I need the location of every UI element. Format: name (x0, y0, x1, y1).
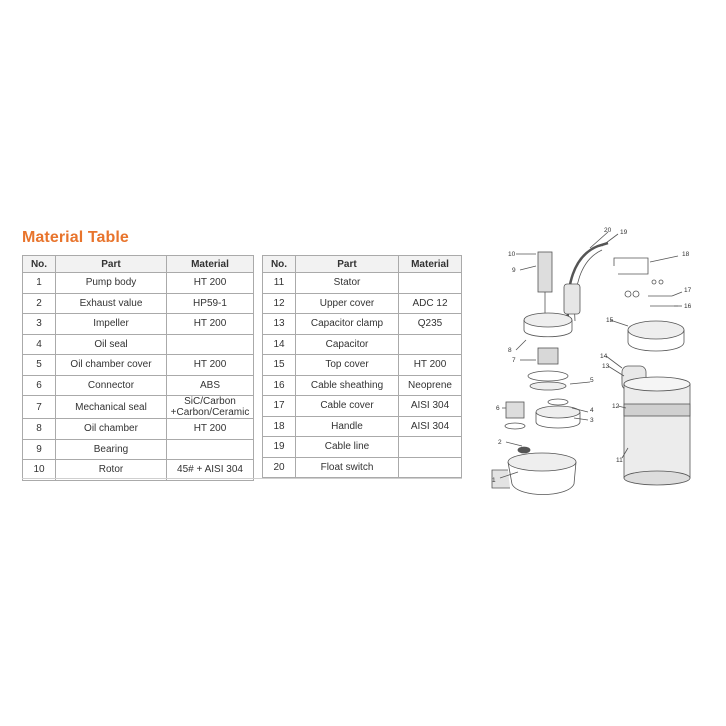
cell-material: HT 200 (167, 314, 254, 335)
page-title: Material Table (22, 229, 129, 246)
cell-no: 9 (23, 439, 56, 460)
cell-no: 10 (23, 460, 56, 481)
table-row (263, 355, 462, 376)
cell-part: Upper cover (296, 293, 399, 314)
cell-material: Neoprene (399, 375, 462, 396)
cell-material (399, 334, 462, 355)
cell-part: Oil chamber (56, 419, 167, 440)
cell-no: 17 (263, 396, 296, 417)
cell-no: 18 (263, 416, 296, 437)
cell-material (399, 457, 462, 478)
cell-no: 1 (23, 273, 56, 294)
header-material: Material (399, 256, 462, 273)
cell-material: HT 200 (167, 273, 254, 294)
callout-label: 13 (602, 363, 610, 370)
cell-part: Oil seal (56, 334, 167, 355)
table-row (23, 355, 254, 376)
cell-part: Connector (56, 375, 167, 396)
header-material: Material (167, 256, 254, 273)
cell-material (167, 439, 254, 460)
header-no: No. (23, 256, 56, 273)
cell-material: 45# + AISI 304 (167, 460, 254, 481)
cell-material: HT 200 (167, 419, 254, 440)
callout-label: 2 (498, 439, 502, 446)
cell-no: 15 (263, 355, 296, 376)
table-row (263, 416, 462, 437)
callout-label: 20 (604, 227, 612, 234)
cell-no: 13 (263, 314, 296, 335)
cell-material: ADC 12 (399, 293, 462, 314)
cell-no: 6 (23, 375, 56, 396)
callout-label: 11 (616, 457, 623, 464)
cell-material: HT 200 (399, 355, 462, 376)
material-table-left (22, 255, 254, 481)
table-row (23, 396, 254, 419)
callout-label: 6 (496, 405, 500, 412)
callout-label: 12 (612, 403, 620, 410)
cell-part: Handle (296, 416, 399, 437)
cell-material: AISI 304 (399, 396, 462, 417)
cell-no: 14 (263, 334, 296, 355)
cell-material: ABS (167, 375, 254, 396)
cell-no: 4 (23, 334, 56, 355)
callout-label: 4 (590, 407, 594, 414)
cell-part: Cable sheathing (296, 375, 399, 396)
divider (22, 478, 462, 479)
cell-part: Top cover (296, 355, 399, 376)
cell-part: Oil chamber cover (56, 355, 167, 376)
callout-label: 19 (620, 229, 628, 236)
cell-material: SiC/Carbon +Carbon/Ceramic (167, 396, 254, 419)
callout-label: 3 (590, 417, 594, 424)
cell-part: Mechanical seal (56, 396, 167, 419)
material-table-right (262, 255, 462, 478)
cell-no: 3 (23, 314, 56, 335)
cell-material: AISI 304 (399, 416, 462, 437)
table-header-row (263, 256, 462, 273)
header-no: No. (263, 256, 296, 273)
table-row (23, 419, 254, 440)
cell-part: Stator (296, 273, 399, 294)
callout-label: 8 (508, 347, 512, 354)
callout-label: 18 (682, 251, 690, 258)
table-row (23, 334, 254, 355)
table-row (263, 396, 462, 417)
cell-part: Capacitor (296, 334, 399, 355)
callout-label: 16 (684, 303, 692, 310)
header-part: Part (56, 256, 167, 273)
table-row (263, 375, 462, 396)
cell-no: 19 (263, 437, 296, 458)
cell-no: 16 (263, 375, 296, 396)
cell-no: 5 (23, 355, 56, 376)
cell-part: Exhaust value (56, 293, 167, 314)
cell-part: Capacitor clamp (296, 314, 399, 335)
table-row (263, 314, 462, 335)
callout-label: 1 (492, 477, 496, 484)
header-part: Part (296, 256, 399, 273)
callout-label: 9 (512, 267, 516, 274)
callout-label: 15 (606, 317, 614, 324)
table-row (263, 457, 462, 478)
exploded-pump-diagram (478, 226, 704, 526)
cell-material: HP59-1 (167, 293, 254, 314)
cell-part: Impeller (56, 314, 167, 335)
table-row (263, 437, 462, 458)
table-row (23, 273, 254, 294)
cell-no: 12 (263, 293, 296, 314)
table-row (23, 460, 254, 481)
table-row (263, 273, 462, 294)
callout-label: 7 (512, 357, 516, 364)
cell-material (167, 334, 254, 355)
cell-material (399, 437, 462, 458)
callout-label: 14 (600, 353, 608, 360)
table-row (23, 375, 254, 396)
table-row (263, 334, 462, 355)
cell-part: Cable cover (296, 396, 399, 417)
cell-no: 8 (23, 419, 56, 440)
cell-part: Pump body (56, 273, 167, 294)
table-row (23, 439, 254, 460)
table-header-row (23, 256, 254, 273)
table-row (23, 314, 254, 335)
cell-part: Rotor (56, 460, 167, 481)
cell-material: HT 200 (167, 355, 254, 376)
callout-label: 17 (684, 287, 692, 294)
cell-part: Cable line (296, 437, 399, 458)
table-row (263, 293, 462, 314)
cell-material (399, 273, 462, 294)
table-row (23, 293, 254, 314)
cell-part: Bearing (56, 439, 167, 460)
cell-no: 2 (23, 293, 56, 314)
cell-no: 20 (263, 457, 296, 478)
callout-label: 10 (508, 251, 516, 258)
cell-material: Q235 (399, 314, 462, 335)
cell-no: 7 (23, 396, 56, 419)
cell-no: 11 (263, 273, 296, 294)
cell-part: Float switch (296, 457, 399, 478)
callout-label: 5 (590, 377, 594, 384)
